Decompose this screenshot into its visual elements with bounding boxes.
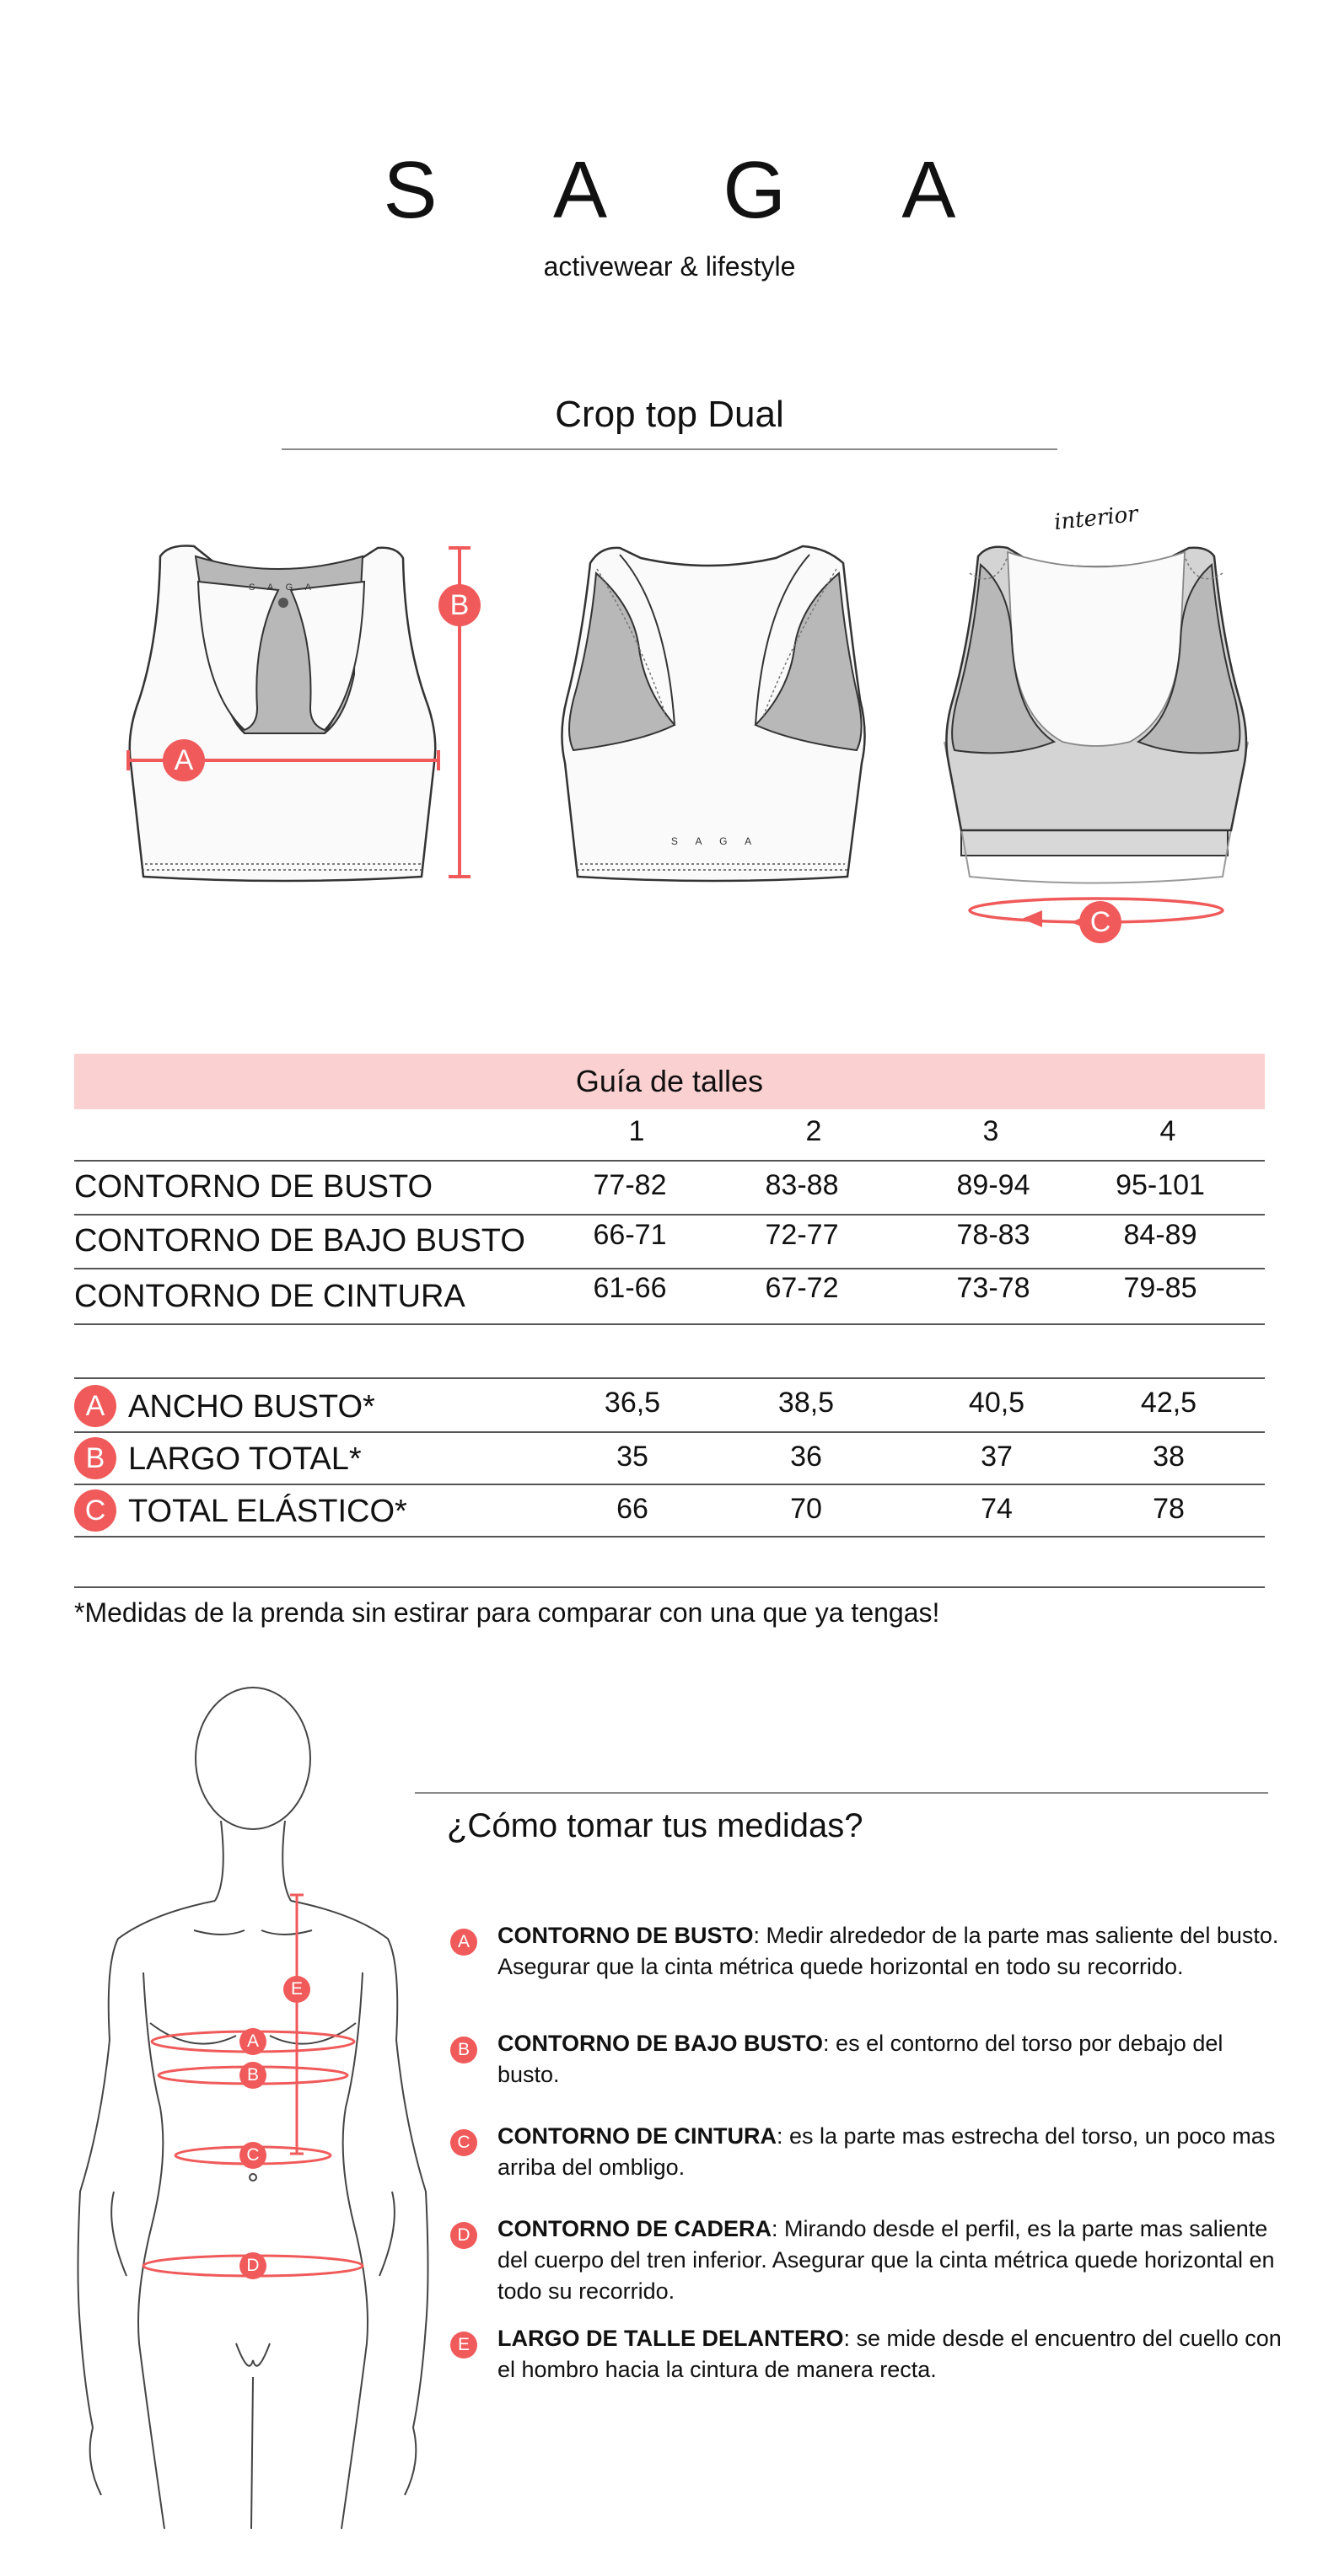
how-to-marker-a: A (450, 1929, 477, 1956)
how-to-text: : Medir alrededor de la parte mas saliente del busto. Asegurar que la cinta métrica quede horizontal en todo su recorrido. (497, 1923, 1279, 1979)
row-label-busto: CONTORNO DE BUSTO (74, 1169, 433, 1205)
table-cell: 78 (1153, 1493, 1185, 1525)
table-cell: 72-77 (765, 1219, 839, 1251)
row-label-ancho-busto: ANCHO BUSTO* (128, 1389, 375, 1425)
how-to-marker-e: E (450, 2332, 477, 2359)
brand-tagline: activewear & lifestyle (543, 251, 796, 282)
how-to-marker-b: B (450, 2037, 477, 2063)
how-to-item-bajo-busto (497, 2028, 1282, 2090)
table-cell: 36 (790, 1441, 822, 1473)
footnote: *Medidas de la prenda sin estirar para comparar con una que ya tengas! (74, 1597, 940, 1628)
marker-a: A (74, 1385, 116, 1427)
table-cell: 78-83 (956, 1219, 1030, 1251)
marker-a-front: A (163, 739, 205, 781)
size-header-3: 3 (982, 1115, 999, 1147)
row-label-cintura: CONTORNO DE CINTURA (74, 1279, 465, 1314)
how-to-item-cintura (497, 2121, 1282, 2183)
product-title: Crop top Dual (555, 394, 784, 435)
how-to-text: : es la parte mas estrecha del torso, un poco mas arriba del ombligo. (497, 2123, 1276, 2180)
body-marker-b: B (239, 2062, 266, 2089)
table-cell: 84-89 (1123, 1219, 1197, 1251)
table-cell: 77-82 (593, 1169, 667, 1201)
table-cell: 38 (1153, 1441, 1185, 1473)
how-to-term: LARGO DE TALLE DELANTERO (497, 2326, 844, 2351)
how-to-term: CONTORNO DE CADERA (497, 2216, 772, 2241)
how-to-item-busto (497, 1920, 1282, 1983)
table-cell: 67-72 (765, 1272, 839, 1304)
how-to-marker-c: C (450, 2129, 477, 2156)
table-cell: 66-71 (593, 1219, 667, 1251)
table-cell: 40,5 (968, 1387, 1025, 1419)
table-cell: 83-88 (765, 1169, 839, 1201)
table-cell: 36,5 (604, 1387, 661, 1419)
marker-c-interior: C (1079, 901, 1121, 943)
row-label-bajo-busto: CONTORNO DE BAJO BUSTO (74, 1223, 525, 1258)
size-header-1: 1 (628, 1115, 645, 1147)
body-marker-d: D (239, 2252, 266, 2279)
table-cell: 61-66 (593, 1272, 667, 1304)
brand-logo: S A G A (383, 145, 1005, 235)
table-cell: 37 (981, 1441, 1013, 1473)
how-to-text: : Mirando desde el perfil, es la parte mas saliente del cuerpo del tren inferior. Asegurar que la cinta métrica quede horizontal en todo su recorrido. (497, 2216, 1275, 2304)
table-cell: 73-78 (956, 1272, 1030, 1304)
table-cell: 74 (981, 1493, 1013, 1525)
body-marker-c: C (239, 2142, 266, 2169)
body-marker-a: A (239, 2028, 266, 2055)
marker-c: C (74, 1489, 116, 1532)
row-label-largo-total: LARGO TOTAL* (128, 1441, 362, 1477)
size-header-2: 2 (805, 1115, 822, 1147)
table-cell: 42,5 (1140, 1387, 1197, 1419)
how-to-term: CONTORNO DE BUSTO (497, 1923, 754, 1948)
how-to-item-largo-talle (497, 2323, 1282, 2385)
how-to-term: CONTORNO DE CINTURA (497, 2123, 777, 2149)
table-cell: 70 (790, 1493, 822, 1525)
table-cell: 89-94 (956, 1169, 1030, 1201)
size-header-4: 4 (1159, 1115, 1176, 1147)
interior-label: interior (1052, 501, 1140, 536)
how-to-marker-d: D (450, 2222, 477, 2249)
table-cell: 95-101 (1116, 1169, 1205, 1201)
how-to-item-cadera (497, 2214, 1282, 2307)
how-to-term: CONTORNO DE BAJO BUSTO (497, 2031, 824, 2056)
marker-b: B (74, 1437, 116, 1479)
size-guide-title: Guía de talles (575, 1064, 764, 1098)
how-to-divider (415, 1792, 1268, 1794)
table-cell: 38,5 (777, 1387, 835, 1419)
table-cell: 79-85 (1123, 1272, 1197, 1304)
table-cell: 35 (616, 1441, 648, 1473)
how-to-text: : se mide desde el encuentro del cuello con el hombro hacia la cintura de manera recta. (497, 2326, 1282, 2382)
svg-text:S A G A: S A G A (670, 835, 760, 847)
marker-b-front: B (438, 584, 481, 626)
table-cell: 66 (616, 1493, 648, 1525)
svg-text:S A G A: S A G A (249, 582, 316, 593)
how-to-title: ¿Cómo tomar tus medidas? (447, 1807, 863, 1844)
body-marker-e: E (283, 1976, 310, 2003)
how-to-text: : es el contorno del torso por debajo del busto. (497, 2031, 1223, 2087)
row-label-total-elastico: TOTAL ELÁSTICO* (128, 1494, 407, 1529)
